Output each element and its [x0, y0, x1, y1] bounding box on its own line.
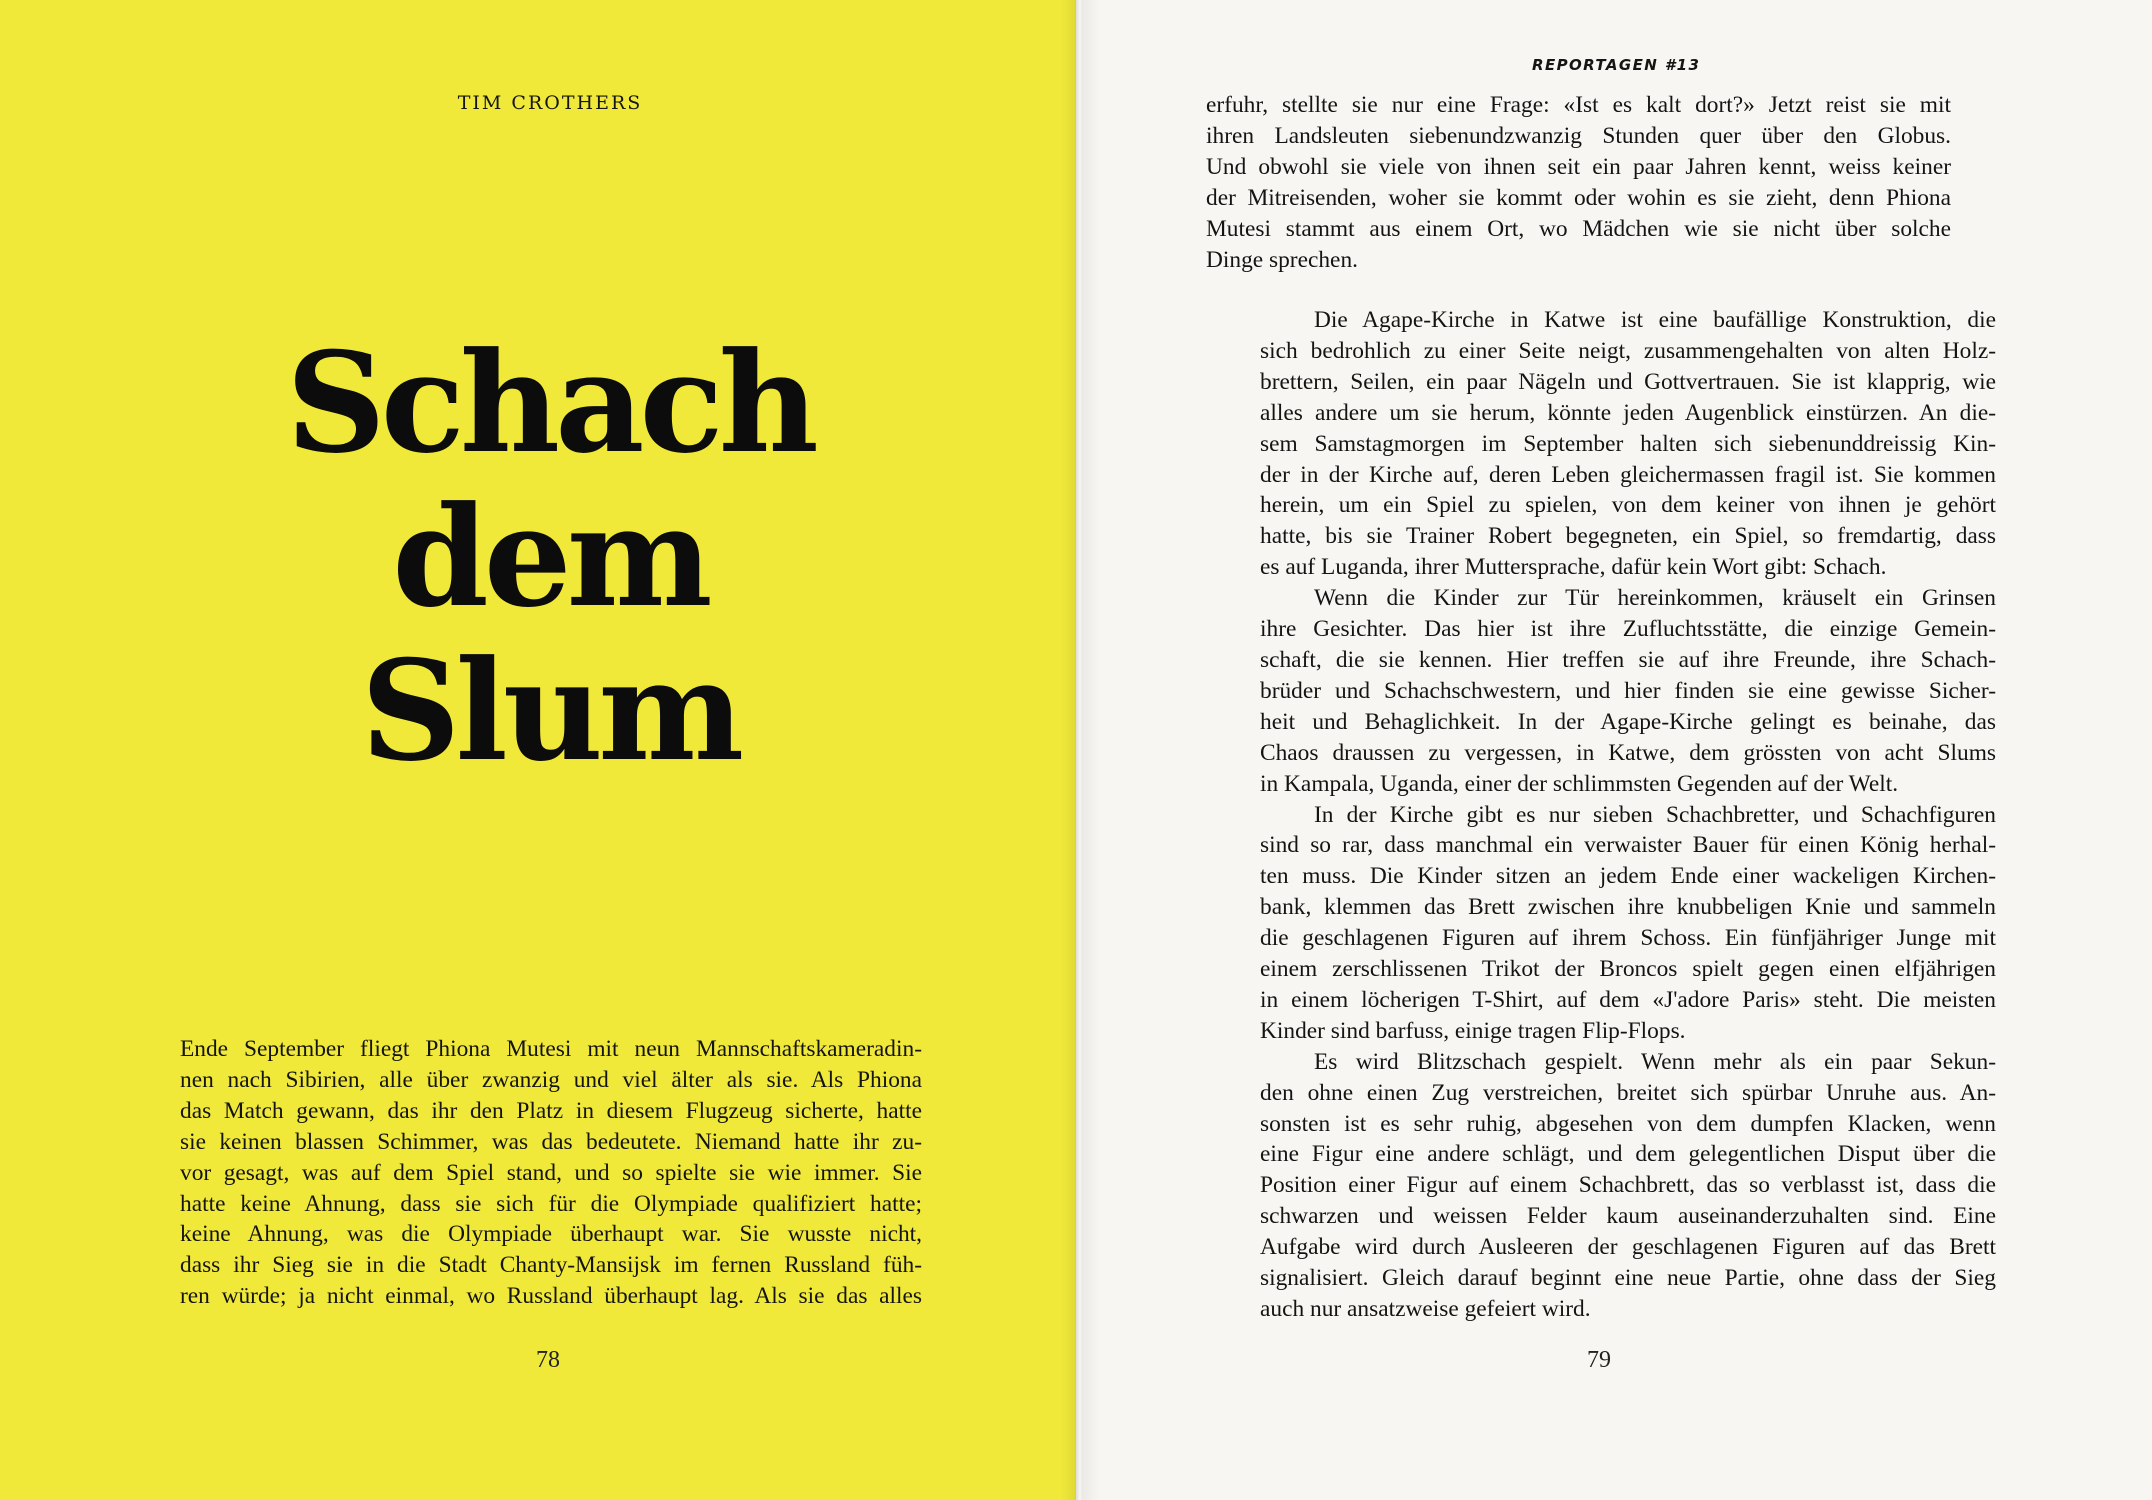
text-line: sonsten ist es sehr ruhig, abgesehen von dem dumpfen Klacken, wenn	[1260, 1110, 1996, 1137]
text-line: Position einer Figur auf einem Schachbrett, das so verblasst ist, dass die	[1260, 1172, 1996, 1199]
continuation-text	[1206, 90, 1951, 275]
text-line: erfuhr, stellte sie nur eine Frage: «Ist es kalt dort?» Jetzt reist sie mit	[1206, 92, 1951, 118]
text-line: Die Agape-Kirche in Katwe ist eine baufällige Konstruktion, die	[1314, 307, 1996, 333]
text-line: eine Figur eine andere schlägt, und dem gelegentlichen Disput über die	[1260, 1141, 1996, 1168]
text-line: vor gesagt, was auf dem Spiel stand, und so spielte sie wie immer. Sie	[180, 1159, 922, 1186]
text-line: den ohne einen Zug verstreichen, breitet sich spürbar Unruhe aus. An-	[1260, 1079, 1996, 1106]
text-line: ten muss. Die Kinder sitzen an jedem Ende einer wackeligen Kirchen-	[1260, 863, 1996, 890]
title-line: Slum	[360, 629, 740, 792]
text-line: Dinge sprechen.	[1206, 246, 1358, 273]
text-line: herein, um ein Spiel zu spielen, von dem keiner von ihnen je gehört	[1260, 492, 1996, 519]
text-line: signalisiert. Gleich darauf beginnt eine neue Partie, ohne dass der Sieg	[1260, 1265, 1996, 1292]
text-line: Es wird Blitzschach gespielt. Wenn mehr als ein paar Sekun-	[1314, 1048, 1996, 1075]
author-name: TIM CROTHERS	[457, 92, 643, 114]
text-line: In der Kirche gibt es nur sieben Schachbretter, und Schachfiguren	[1314, 801, 1996, 828]
text-line: Und obwohl sie viele von ihnen seit ein paar Jahren kennt, weiss keiner	[1206, 153, 1951, 180]
text-line: auch nur ansatzweise gefeiert wird.	[1260, 1296, 1591, 1322]
text-line: die geschlagenen Figuren auf ihrem Schoss. Ein fünfjähriger Junge mit	[1260, 925, 1996, 952]
text-line: hatte keine Ahnung, dass sie sich für die Olympiade qualifiziert hatte;	[180, 1190, 922, 1217]
intro-text	[180, 1034, 922, 1312]
text-line: in Kampala, Uganda, einer der schlimmsten Gegenden auf der Welt.	[1260, 770, 1899, 797]
text-line: schaft, die sie kennen. Hier treffen sie auf ihre Freunde, ihre Schach-	[1260, 646, 1996, 673]
text-line: sem Samstagmorgen im September halten sich siebenunddreissig Kin-	[1260, 430, 1996, 457]
text-line: schwarzen und weissen Felder kaum auseinanderzuhalten sind. Eine	[1260, 1203, 1996, 1230]
text-line: einem zerschlissenen Trikot der Broncos spielt gegen einen elfjährigen	[1260, 956, 1996, 983]
text-line: ihre Gesichter. Das hier ist ihre Zufluchtsstätte, die einzige Gemein-	[1260, 616, 1996, 643]
text-line: dass ihr Sieg sie in die Stadt Chanty-Mansijsk im fernen Russland füh-	[180, 1252, 922, 1279]
text-line: bank, klemmen das Brett zwischen ihre knubbeligen Knie und sammeln	[1260, 894, 1996, 921]
title-line: dem	[392, 475, 708, 638]
title-line: Schach	[286, 321, 814, 484]
text-line: sind so rar, dass manchmal ein verwaister Bauer für einen König herhal-	[1260, 832, 1996, 859]
text-line: Wenn die Kinder zur Tür hereinkommen, kräuselt ein Grinsen	[1314, 585, 1996, 612]
text-line: sich bedrohlich zu einer Seite neigt, zusammengehalten von alten Holz-	[1260, 337, 1996, 364]
text-line: ren würde; ja nicht einmal, wo Russland überhaupt lag. Als sie das alles	[180, 1283, 922, 1310]
text-line: brüder und Schachschwestern, und hier finden sie eine gewisse Sicher-	[1260, 677, 1996, 704]
text-line: ihren Landsleuten siebenundzwanzig Stunden quer über den Globus.	[1206, 122, 1951, 149]
text-line: keine Ahnung, was die Olympiade überhaupt war. Sie wusste nicht,	[180, 1221, 922, 1248]
text-line: alles andere um sie herum, könnte jeden Augenblick einstürzen. An die-	[1260, 399, 1996, 426]
text-line: heit und Behaglichkeit. In der Agape-Kirche gelingt es beinahe, das	[1260, 708, 1996, 735]
page-number-left: 78	[536, 1347, 560, 1373]
text-line: Ende September fliegt Phiona Mutesi mit neun Mannschaftskameradin-	[180, 1036, 922, 1062]
text-line: das Match gewann, das ihr den Platz in diesem Flugzeug sicherte, hatte	[180, 1097, 922, 1124]
indented-paragraphs	[1206, 305, 1996, 1325]
text-line: Chaos draussen zu vergessen, in Katwe, dem grössten von acht Slums	[1260, 739, 1996, 766]
text-line: Mutesi stammt aus einem Ort, wo Mädchen wie sie nicht über solche	[1206, 215, 1951, 242]
running-head: REPORTAGEN #13	[1532, 56, 1701, 74]
text-line: Kinder sind barfuss, einige tragen Flip-Flops.	[1260, 1017, 1686, 1044]
text-line: brettern, Seilen, ein paar Nägeln und Gottvertrauen. Sie ist klapprig, wie	[1260, 368, 1996, 395]
page-number-right: 79	[1587, 1347, 1611, 1373]
text-line: der in der Kirche auf, deren Leben gleichermassen fragil ist. Sie kommen	[1260, 461, 1996, 488]
article-title	[0, 321, 1100, 792]
text-line: es auf Luganda, ihrer Muttersprache, dafür kein Wort gibt: Schach.	[1260, 554, 1887, 581]
text-line: in einem löcherigen T-Shirt, auf dem «J'adore Paris» steht. Die meisten	[1260, 986, 1996, 1013]
text-line: nen nach Sibirien, alle über zwanzig und viel älter als sie. Als Phiona	[180, 1066, 922, 1093]
text-line: Aufgabe wird durch Ausleeren der geschlagenen Figuren auf das Brett	[1260, 1234, 1996, 1261]
text-line: der Mitreisenden, woher sie kommt oder wohin es sie zieht, denn Phiona	[1206, 184, 1951, 211]
text-line: hatte, bis sie Trainer Robert begegneten, ein Spiel, so fremdartig, dass	[1260, 523, 1996, 550]
text-line: sie keinen blassen Schimmer, was das bedeutete. Niemand hatte ihr zu-	[180, 1128, 922, 1155]
